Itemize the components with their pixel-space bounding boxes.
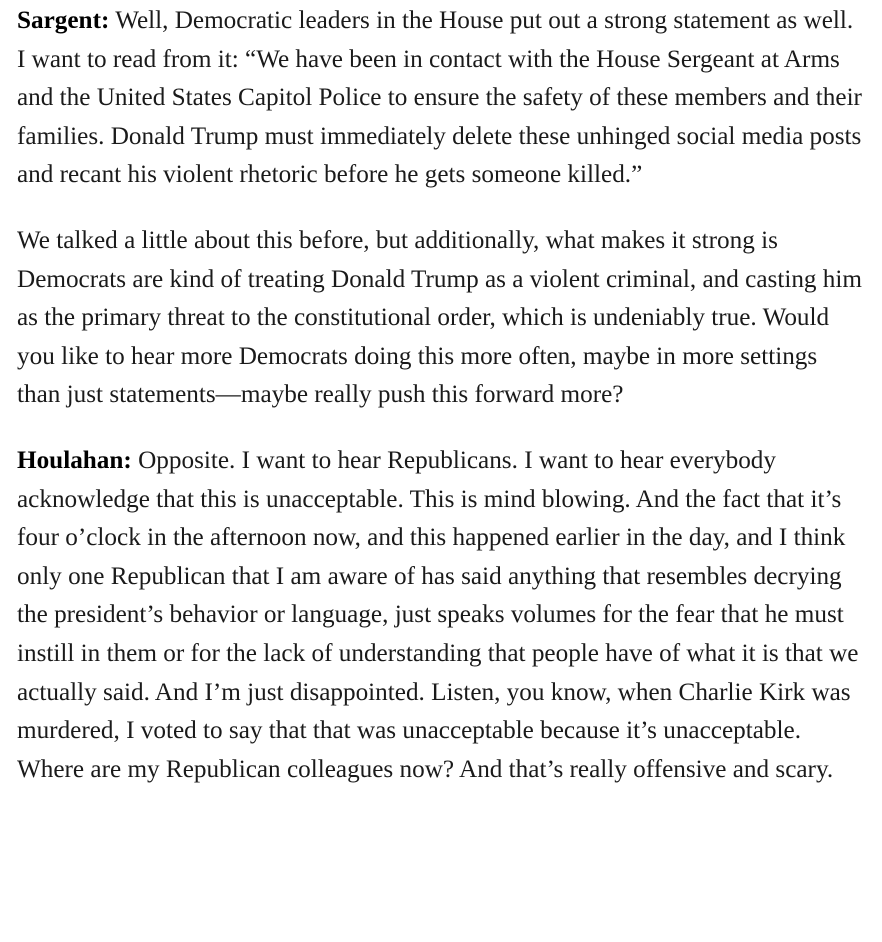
- interview-paragraph-sargent: [17, 2, 866, 195]
- paragraph-text: Opposite. I want to hear Republicans. I want to hear everybody acknowledge that this is unacceptable. This is mind blowing. And the fact that it’s four o’clock in the afternoon now, and this happened earlier in the day, and I think only one Republican that I am aware of has said anything that resembles decrying the president’s behavior or language, just speaks volumes for the fear that he must instill in them or for the lack of understanding that people have of what it is that we actually said. And I’m just disappointed. Listen, you know, when Charlie Kirk was murdered, I voted to say that that was unacceptable because it’s unacceptable. Where are my Republican colleagues now? And that’s really offensive and scary.: [17, 446, 859, 783]
- interview-paragraph-sargent-continued: [17, 222, 866, 415]
- interview-paragraph-houlahan: [17, 442, 866, 789]
- speaker-label-houlahan: Houlahan:: [17, 446, 132, 474]
- paragraph-text: Well, Democratic leaders in the House put out a strong statement as well. I want to read from it: “We have been in contact with the House Sergeant at Arms and the United States Capitol Police to ensure the safety of these members and their families. Donald Trump must immediately delete these unhinged social media posts and recant his violent rhetoric before he gets someone killed.”: [17, 7, 862, 189]
- paragraph-text: We talked a little about this before, but additionally, what makes it strong is Democrats are kind of treating Donald Trump as a violent criminal, and casting him as the primary threat to the constitutional order, which is undeniably true. Would you like to hear more Democrats doing this more often, maybe in more settings than just statements—maybe really push this forward more?: [17, 226, 862, 409]
- speaker-label-sargent: Sargent:: [17, 7, 110, 34]
